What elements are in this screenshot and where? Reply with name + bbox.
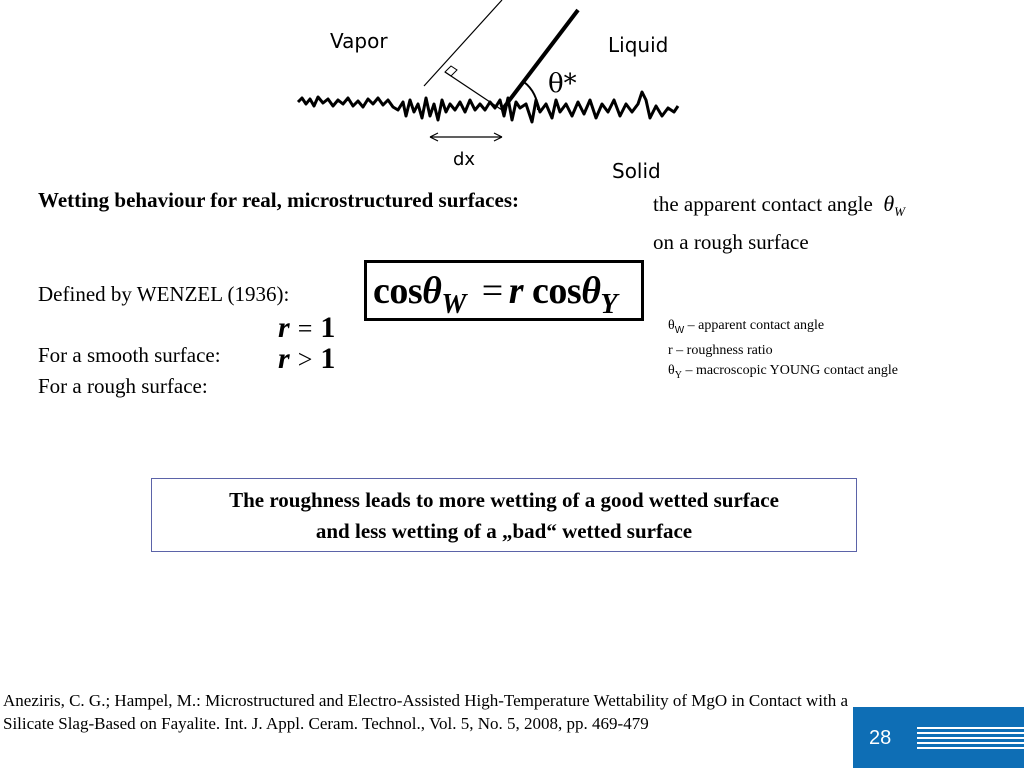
legend-subscript: W bbox=[674, 324, 685, 336]
smooth-value: 1 bbox=[320, 311, 336, 344]
page-number-badge bbox=[853, 707, 1024, 768]
smooth-condition bbox=[278, 311, 335, 345]
wenzel-equation bbox=[373, 269, 618, 320]
legend-symbol: θ bbox=[668, 318, 675, 333]
legend-text: – roughness ratio bbox=[672, 342, 773, 358]
rough-surface-label: For a rough surface: bbox=[38, 374, 208, 398]
right-angle-mark bbox=[445, 66, 457, 76]
dx-label: dx bbox=[453, 149, 476, 170]
apparent-angle-text: the apparent contact angle bbox=[653, 192, 873, 216]
page-number: 28 bbox=[869, 727, 892, 749]
conclusion-line1: The roughness leads to more wetting of a good wetted surface bbox=[229, 488, 779, 512]
eq-r: r bbox=[508, 270, 524, 312]
legend-item bbox=[668, 341, 898, 361]
rough-operator: > bbox=[297, 345, 313, 374]
eq-theta-2: θ bbox=[581, 270, 601, 312]
apparent-interface-line bbox=[424, 0, 502, 86]
eq-sub-w: W bbox=[441, 289, 466, 320]
smooth-operator: = bbox=[297, 314, 313, 343]
rough-value: 1 bbox=[320, 342, 336, 375]
legend-item bbox=[668, 316, 898, 341]
wetting-diagram bbox=[290, 0, 690, 185]
legend-text: – macroscopic YOUNG contact angle bbox=[681, 362, 898, 378]
legend-text: – apparent contact angle bbox=[684, 318, 825, 333]
eq-equals: = bbox=[481, 270, 503, 312]
smooth-surface-label: For a smooth surface: bbox=[38, 343, 221, 367]
wenzel-definition-label: Defined by WENZEL (1936): bbox=[38, 282, 290, 306]
legend-symbol: θ bbox=[668, 362, 675, 378]
eq-theta-1: θ bbox=[422, 270, 442, 312]
theta-star-label: θ* bbox=[548, 69, 577, 99]
apparent-angle-line2: on a rough surface bbox=[653, 230, 809, 255]
smooth-r: r bbox=[278, 311, 290, 344]
apparent-angle-line1 bbox=[653, 188, 905, 227]
vapor-label: Vapor bbox=[330, 29, 388, 53]
conclusion-box bbox=[151, 478, 857, 552]
solid-label: Solid bbox=[612, 159, 661, 183]
symbol-legend bbox=[668, 316, 898, 386]
theta-subscript: W bbox=[894, 204, 905, 220]
legend-symbol: r bbox=[668, 342, 673, 358]
liquid-label: Liquid bbox=[608, 33, 669, 57]
eq-sub-y: Y bbox=[600, 289, 618, 320]
legend-item bbox=[668, 361, 898, 386]
apparent-angle-description bbox=[653, 188, 905, 258]
rough-condition bbox=[278, 342, 335, 376]
stripes-decoration bbox=[917, 727, 1024, 751]
rough-r: r bbox=[278, 342, 290, 375]
section-heading: Wetting behaviour for real, microstructured surfaces: bbox=[38, 188, 519, 212]
wenzel-equation-box bbox=[364, 260, 644, 321]
eq-cos-2: cos bbox=[532, 270, 582, 312]
rough-surface-line bbox=[298, 92, 678, 122]
legend-subscript: Y bbox=[674, 369, 682, 381]
theta-symbol: θ bbox=[883, 191, 895, 216]
reference-citation: Aneziris, C. G.; Hampel, M.: Microstructured and Electro-Assisted High-Temperature Wettability of MgO in Contact with a Silicate Slag-Based on Fayalite. Int. J. Appl. Ceram. Technol., Vol. 5, No. 5, 2008, pp. 469-479 bbox=[3, 691, 849, 733]
eq-cos-1: cos bbox=[373, 270, 423, 312]
conclusion-line2: and less wetting of a „bad“ wetted surface bbox=[315, 519, 693, 543]
